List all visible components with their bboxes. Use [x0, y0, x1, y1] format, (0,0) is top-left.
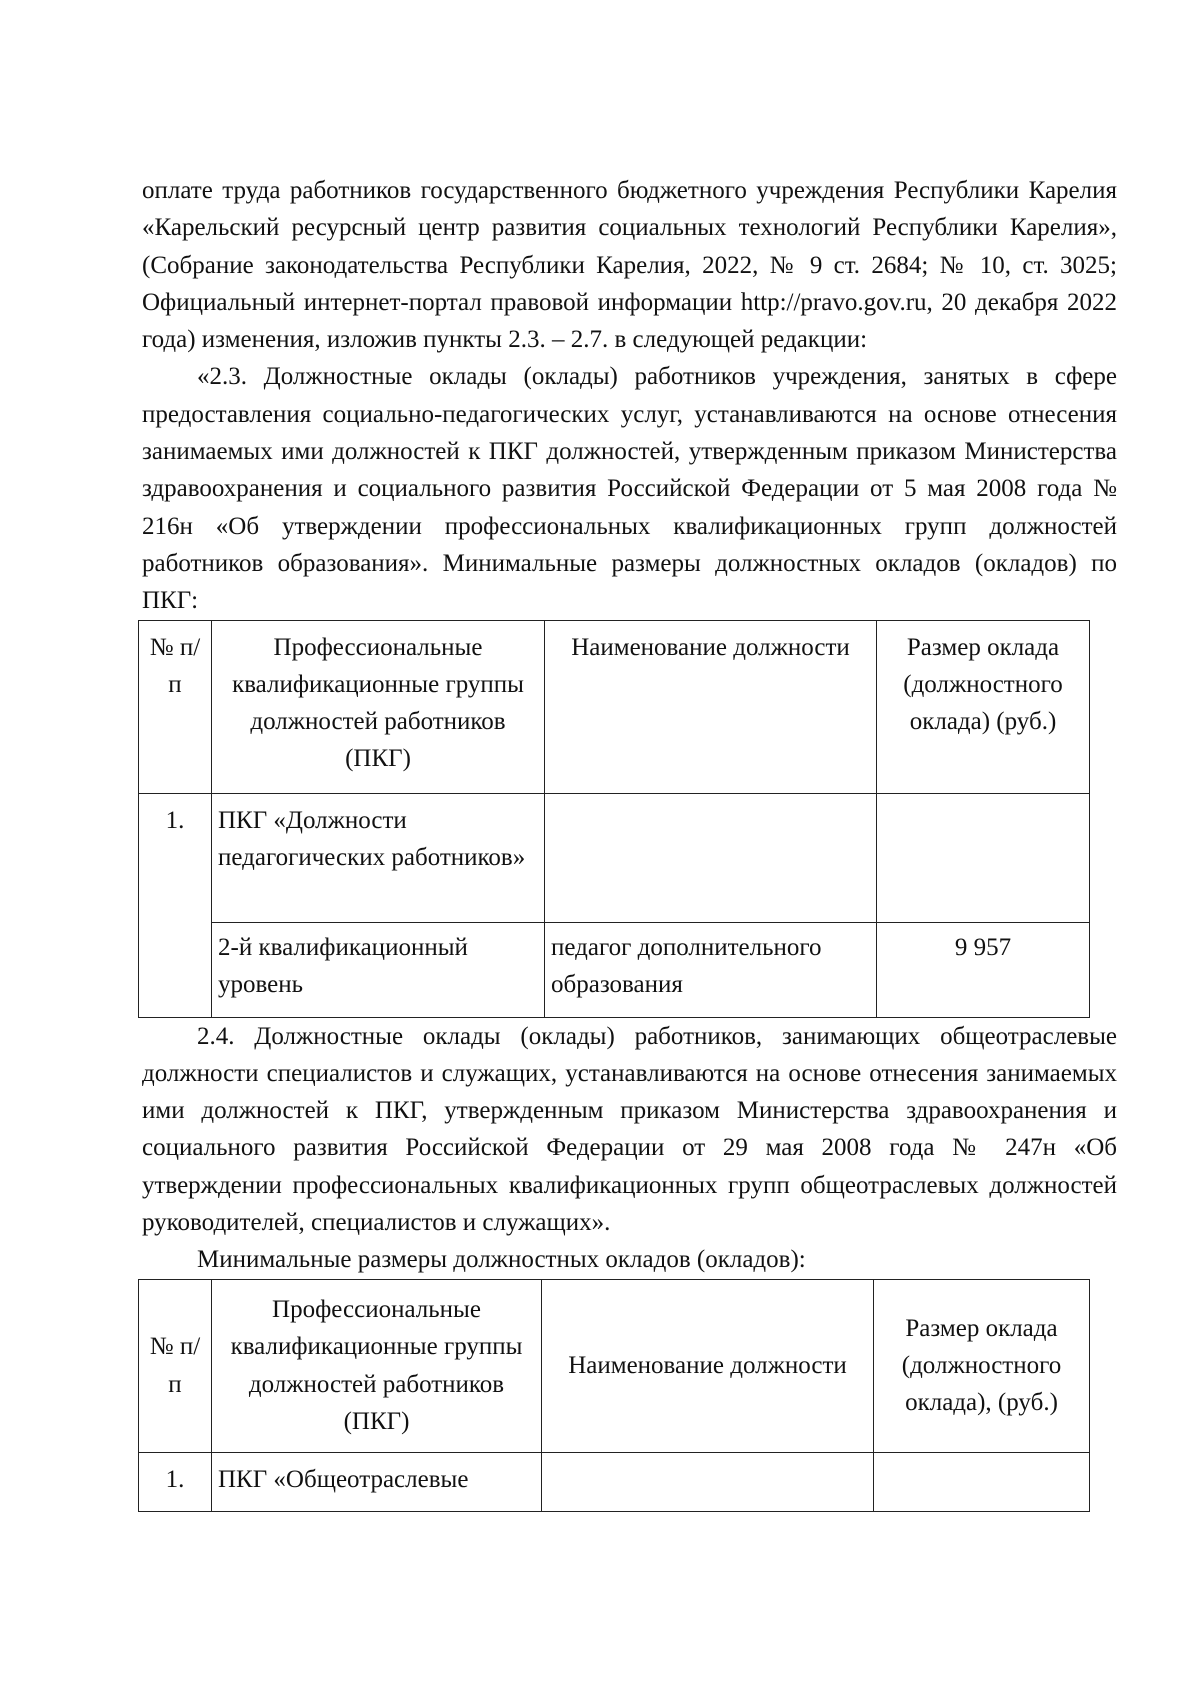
salary-table-general [138, 1279, 1090, 1512]
cell-salary [877, 793, 1090, 922]
table-row [139, 922, 1090, 1017]
header-position: Наименование должности [545, 620, 877, 793]
cell-position [545, 793, 877, 922]
table-header-row [139, 620, 1090, 793]
header-salary: Размер оклада (должностного оклада), (руб.) [874, 1279, 1090, 1452]
cell-position [542, 1452, 874, 1511]
header-num: № п/п [139, 620, 212, 793]
header-pkg: Профессиональные квалификационные группы должностей работников (ПКГ) [212, 620, 545, 793]
header-pkg: Профессиональные квалификационные группы должностей работников (ПКГ) [212, 1279, 542, 1452]
header-salary: Размер оклада (должностного оклада) (руб.) [877, 620, 1090, 793]
cell-pkg: 2-й квалификационный уровень [212, 922, 545, 1017]
cell-pkg: ПКГ «Общеотраслевые [212, 1452, 542, 1511]
header-num: № п/п [139, 1279, 212, 1452]
cell-salary: 9 957 [877, 922, 1090, 1017]
cell-num: 1. [139, 1452, 212, 1511]
salary-table-pedagogical [138, 620, 1090, 1018]
intro-paragraph: оплате труда работников государственного бюджетного учреждения Республики Карелия «Карельский ресурсный центр развития социальных технологий Республики Карелия», (Собрание законодательства Республики Карелия, 2022, № 9 ст. 2684; № 10, ст. 3025; Официальный интернет-портал правовой информации http://pravo.gov.ru, 20 декабря 2022 года) изменения, изложив пункты 2.3. – 2.7. в следующей редакции: [142, 177, 1117, 354]
table-row [139, 1452, 1090, 1511]
table-header-row [139, 1279, 1090, 1452]
document-page [142, 172, 1117, 1512]
cell-num: 1. [139, 793, 212, 1017]
section-2-4-paragraph: 2.4. Должностные оклады (оклады) работников, занимающих общеотраслевые должности специалистов и служащих, устанавливаются на основе отнесения занимаемых ими должностей к ПКГ, утвержденным приказом Министерства здравоохранения и социального развития Российской Федерации от 29 мая 2008 года № 247н «Об утверждении профессиональных квалификационных групп общеотраслевых должностей руководителей, специалистов и служащих». [142, 1022, 1117, 1237]
cell-position: педагог дополнительного образования [545, 922, 877, 1017]
table-row [139, 793, 1090, 922]
min-salaries-label: Минимальные размеры должностных окладов (окладов): [197, 1246, 806, 1274]
cell-salary [874, 1452, 1090, 1511]
cell-pkg: ПКГ «Должности педагогических работников» [212, 793, 545, 922]
header-position: Наименование должности [542, 1279, 874, 1452]
section-2-3-paragraph: «2.3. Должностные оклады (оклады) работников учреждения, занятых в сфере предоставления социально-педагогических услуг, устанавливаются на основе отнесения занимаемых ими должностей к ПКГ должностей, утвержденным приказом Министерства здравоохранения и социального развития Российской Федерации от 5 мая 2008 года № 216н «Об утверждении профессиональных квалификационных групп должностей работников образования». Минимальные размеры должностных окладов (окладов) по ПКГ: [142, 363, 1117, 615]
